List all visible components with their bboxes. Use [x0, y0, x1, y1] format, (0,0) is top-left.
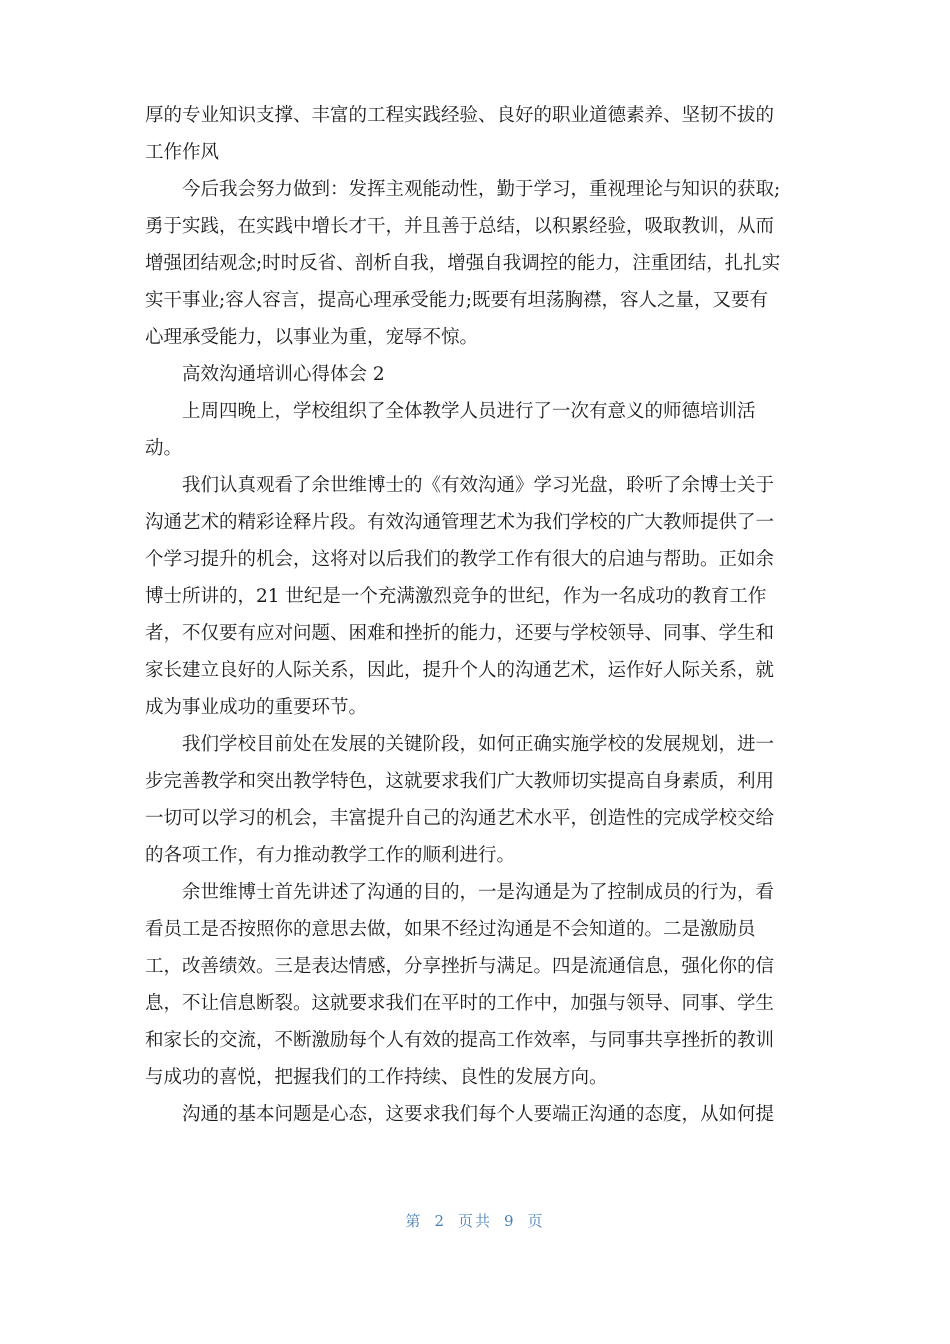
- text-line: 勇于实践，在实践中增长才干，并且善于总结，以积累经验，吸取教训，从而: [145, 216, 775, 237]
- text-line: 成为事业成功的重要环节。: [145, 697, 368, 718]
- text-line: 家长建立良好的人际关系，因此，提升个人的沟通艺术，运作好人际关系，就: [145, 660, 775, 681]
- paragraph: [145, 97, 810, 171]
- section-heading: [145, 356, 810, 393]
- text-line: 动。: [145, 438, 183, 459]
- page-footer: [0, 1210, 950, 1231]
- text-line: 与成功的喜悦，把握我们的工作持续、良性的发展方向。: [145, 1067, 608, 1088]
- text-line: 我们学校目前处在发展的关键阶段，如何正确实施学校的发展规划，进一: [182, 734, 775, 755]
- paragraph: [145, 726, 810, 874]
- text-line: 上周四晚上，学校组织了全体教学人员进行了一次有意义的师德培训活: [182, 401, 756, 422]
- text-line: 增强团结观念;时时反省、剖析自我，增强自我调控的能力，注重团结，扎扎实: [145, 253, 781, 274]
- text-line: 看员工是否按照你的意思去做，如果不经过沟通是不会知道的。二是激励员: [145, 919, 756, 940]
- text-line: 沟通艺术的精彩诠释片段。有效沟通管理艺术为我们学校的广大教师提供了一: [145, 512, 775, 533]
- text-line: 步完善教学和突出教学特色，这就要求我们广大教师切实提高自身素质，利用: [145, 771, 775, 792]
- text-line: 余世维博士首先讲述了沟通的目的，一是沟通是为了控制成员的行为，看: [182, 882, 775, 903]
- text-line: 者，不仅要有应对问题、困难和挫折的能力，还要与学校领导、同事、学生和: [145, 623, 775, 644]
- paragraph: [145, 171, 810, 356]
- paragraph: [145, 874, 810, 1096]
- paragraph: [145, 393, 810, 467]
- text-line: 息，不让信息断裂。这就要求我们在平时的工作中，加强与领导、同事、学生: [145, 993, 775, 1014]
- text-line: 今后我会努力做到：发挥主观能动性，勤于学习，重视理论与知识的获取;: [182, 179, 781, 200]
- document-body: [145, 97, 810, 1133]
- total-page-count: 9: [504, 1212, 516, 1230]
- text-line: 实干事业;容人容言，提高心理承受能力;既要有坦荡胸襟，容人之量，又要有: [145, 290, 768, 311]
- heading-line: 高效沟通培训心得体会 2: [182, 364, 385, 385]
- footer-suffix: 页: [527, 1212, 545, 1230]
- paragraph: [145, 1096, 810, 1133]
- footer-middle: 页共: [457, 1212, 492, 1230]
- text-line: 的各项工作，有力推动教学工作的顺利进行。: [145, 845, 516, 866]
- text-line: 我们认真观看了余世维博士的《有效沟通》学习光盘，聆听了余博士关于: [182, 475, 775, 496]
- text-line: 工作作风: [145, 142, 220, 163]
- text-line: 厚的专业知识支撑、丰富的工程实践经验、良好的职业道德素养、坚韧不拔的: [145, 105, 775, 126]
- footer-prefix: 第: [405, 1212, 423, 1230]
- text-line: 和家长的交流，不断激励每个人有效的提高工作效率，与同事共享挫折的教训: [145, 1030, 775, 1051]
- text-line: 一切可以学习的机会，丰富提升自己的沟通艺术水平，创造性的完成学校交给: [145, 808, 775, 829]
- current-page-number: 2: [434, 1212, 446, 1230]
- text-line: 工，改善绩效。三是表达情感，分享挫折与满足。四是流通信息，强化你的信: [145, 956, 775, 977]
- text-line: 心理承受能力，以事业为重，宠辱不惊。: [145, 327, 479, 348]
- text-line: 博士所讲的，21 世纪是一个充满激烈竞争的世纪，作为一名成功的教育工作: [145, 586, 767, 607]
- text-line: 沟通的基本问题是心态，这要求我们每个人要端正沟通的态度，从如何提: [182, 1104, 775, 1125]
- paragraph: [145, 467, 810, 726]
- text-line: 个学习提升的机会，这将对以后我们的教学工作有很大的启迪与帮助。正如余: [145, 549, 775, 570]
